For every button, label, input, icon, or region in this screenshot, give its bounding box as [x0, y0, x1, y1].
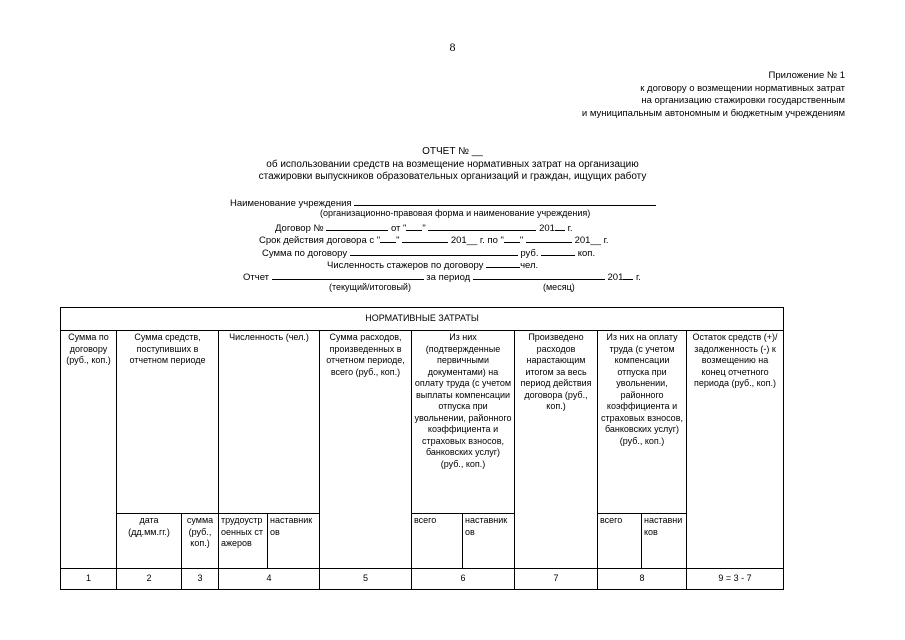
month-caption: (месяц)	[543, 282, 575, 292]
col-received-funds: Сумма средств, поступивших в отчетном периоде	[117, 331, 219, 514]
term-year-end: 201__ г.	[574, 235, 609, 246]
report-line	[243, 270, 641, 284]
col-number: 2	[117, 569, 182, 590]
report-subtitle-line: стажировки выпускников образовательных организаций и граждан, ищущих работу	[258, 171, 647, 182]
appendix-header	[582, 70, 845, 120]
page-number: 8	[449, 40, 456, 54]
col-number: 6	[412, 569, 515, 590]
quote-mark: "	[396, 235, 400, 246]
col-number: 3	[182, 569, 219, 590]
term-end-day-blank[interactable]	[504, 233, 520, 243]
term-start-day-blank[interactable]	[380, 233, 396, 243]
period-label: за период	[426, 272, 471, 283]
term-year-po: 201__ г. по "	[450, 235, 504, 246]
sub-total-8: всего	[598, 514, 642, 569]
contract-day-blank[interactable]	[406, 221, 422, 231]
col-contract-sum: Сумма по договору (руб., коп.)	[61, 331, 117, 569]
term-label: Срок действия договора с "	[259, 235, 381, 246]
col-number: 4	[219, 569, 320, 590]
table-header: НОРМАТИВНЫЕ ЗАТРАТЫ	[61, 308, 784, 331]
report-subtitle-line: об использовании средств на возмещение нормативных затрат на организацию	[266, 158, 639, 170]
report-type-blank[interactable]	[272, 270, 424, 280]
sub-mentors-6: наставников	[463, 514, 515, 569]
appendix-line: и муниципальным автономным и бюджетным учреждениям	[581, 107, 845, 119]
institution-caption: (организационно-правовая форма и наименование учреждения)	[320, 208, 591, 218]
report-title-line: ОТЧЕТ № __	[422, 146, 483, 157]
report-year-blank[interactable]	[623, 270, 633, 280]
term-start-month-blank[interactable]	[402, 233, 448, 243]
contract-month-blank[interactable]	[428, 221, 536, 231]
col-number: 8	[598, 569, 687, 590]
sum-rub-blank[interactable]	[350, 246, 518, 256]
sum-label: Сумма по договору	[262, 248, 348, 259]
report-label: Отчет	[243, 272, 270, 283]
contract-year-blank[interactable]	[555, 221, 565, 231]
col-cumulative-expenses: Произведено расходов нарастающим итогом за весь период действия договора (руб., коп.)	[515, 331, 598, 569]
sub-sum: сумма (руб., коп.)	[182, 514, 219, 569]
kop-label: коп.	[577, 248, 596, 259]
col-number: 7	[515, 569, 598, 590]
current-total-caption: (текущий/итоговый)	[329, 282, 411, 292]
quote-mark: "	[422, 223, 426, 234]
institution-blank[interactable]	[354, 196, 656, 206]
sum-kop-blank[interactable]	[541, 246, 575, 256]
col-number: 5	[320, 569, 412, 590]
quote-mark: "	[519, 235, 524, 246]
appendix-line: Приложение № 1	[768, 70, 845, 81]
year-suffix: г.	[567, 223, 573, 234]
expenses-table	[60, 307, 784, 590]
col-labor-cumulative: Из них на оплату труда (с учетом компенсации отпуска при увольнении, районного коэффициента и страховых взносов, банковских услуг) (руб., коп.)	[598, 331, 687, 514]
institution-label: Наименование учреждения	[230, 198, 352, 209]
sub-employed-trainees: трудоустроенных стажеров	[219, 514, 268, 569]
sub-date: дата (дд.мм.гг.)	[117, 514, 182, 569]
col-expenses-total: Сумма расходов, произведенных в отчетном периоде, всего (руб., коп.)	[320, 331, 412, 569]
sub-mentors: наставников	[268, 514, 320, 569]
sub-total-6: всего	[412, 514, 463, 569]
col-labor-confirmed: Из них (подтвержденные первичными документами) на оплату труда (с учетом выплаты компенсации отпуска при увольнении, районного коэффициента и страховых взносов, банковских услуг) (руб., коп.)	[412, 331, 515, 514]
appendix-line: к договору о возмещении нормативных затрат	[640, 82, 845, 94]
year-label: 201	[607, 272, 624, 283]
year-label: 201	[539, 223, 555, 234]
term-line	[259, 233, 609, 247]
col-number: 1	[61, 569, 117, 590]
trainees-label: Численность стажеров по договору	[327, 260, 484, 271]
sub-mentors-8: наставников	[642, 514, 687, 569]
trainees-blank[interactable]	[486, 258, 520, 268]
from-label: от "	[390, 223, 407, 234]
contract-number-blank[interactable]	[326, 221, 388, 231]
people-unit: чел.	[520, 260, 539, 271]
term-end-month-blank[interactable]	[526, 233, 572, 243]
report-title	[0, 146, 905, 184]
rub-label: руб.	[520, 248, 539, 259]
appendix-line: на организацию стажировки государственным	[641, 95, 845, 106]
report-month-blank[interactable]	[473, 270, 605, 280]
col-balance: Остаток средств (+)/задолженность (-) к возмещению на конец отчетного периода (руб., коп.)	[687, 331, 784, 569]
year-suffix: г.	[636, 272, 641, 283]
col-number: 9 = 3 - 7	[687, 569, 784, 590]
col-headcount: Численность (чел.)	[219, 331, 320, 514]
contract-label: Договор №	[275, 223, 324, 234]
